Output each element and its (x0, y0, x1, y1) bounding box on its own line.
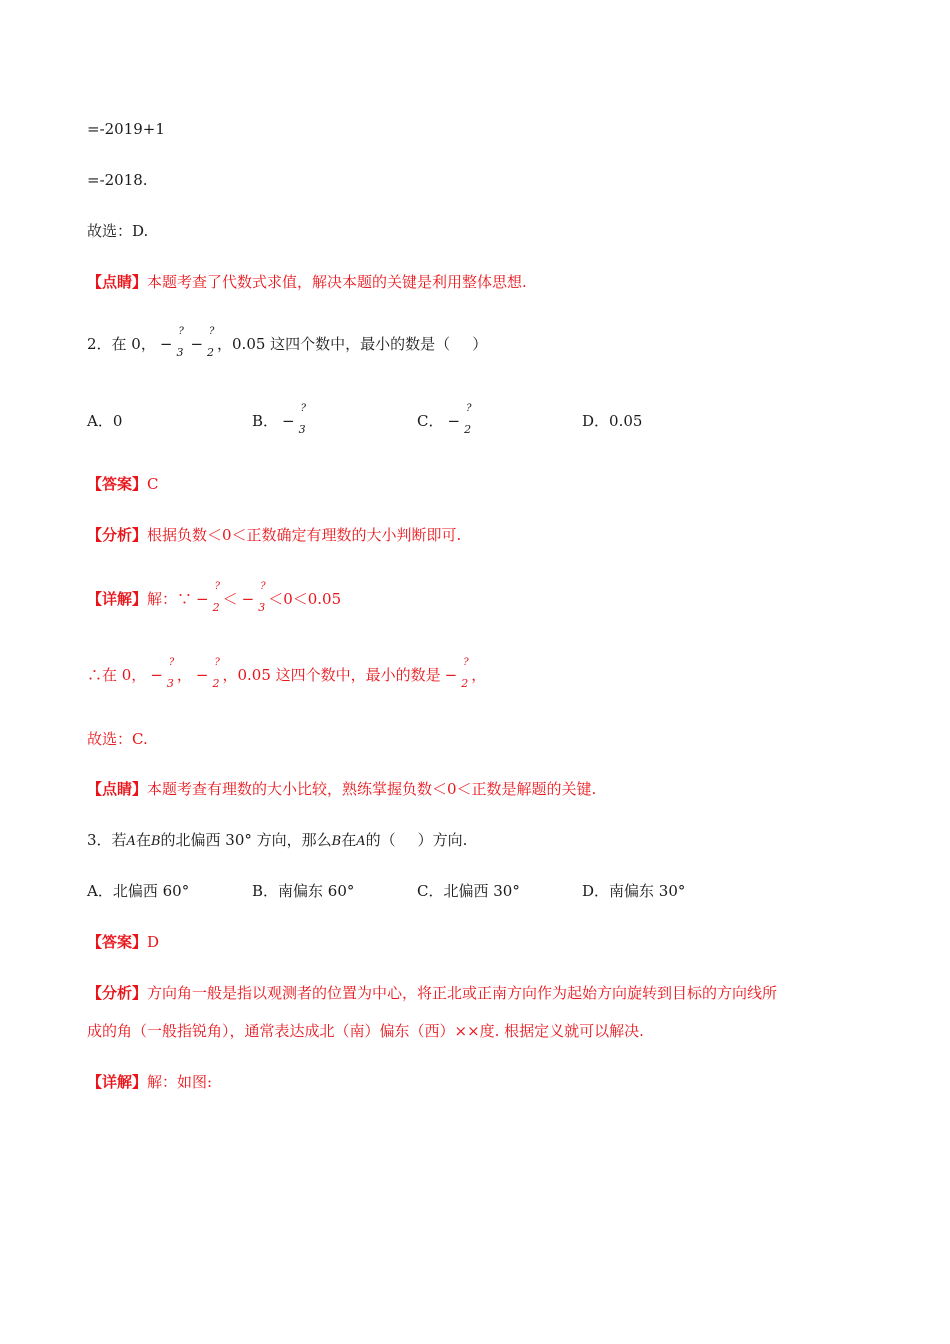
answer-2 (87, 474, 159, 494)
answer-3 (87, 932, 159, 952)
q2-option-a: A．0 (87, 412, 123, 430)
frac-num: ? (300, 403, 306, 414)
point-a: A (356, 834, 366, 849)
line-select-1: 故选：D. (87, 222, 149, 240)
frac-den: 2 (464, 423, 472, 436)
q2-prefix: 2．在 0， (87, 335, 156, 353)
frac-num: ? (209, 326, 215, 337)
frac-num: ? (214, 657, 220, 668)
question-3 (87, 830, 467, 852)
minus-sign: − (241, 590, 255, 608)
fraction-neg-3 (163, 657, 177, 690)
analysis-3-line-2: 成的角（一般指锐角），通常表达成北（南）偏东（西）××度. 根据定义就可以解决. (87, 1022, 644, 1040)
q2-option-d: D．0.05 (582, 412, 643, 430)
frac-den: 2 (212, 677, 220, 690)
point-a: A (126, 834, 136, 849)
detail-text: 解：如图: (147, 1073, 213, 1091)
minus-sign: − (447, 412, 461, 430)
analysis-text: 根据负数＜0＜正数确定有理数的大小判断即可. (147, 526, 462, 544)
detail-tag: 【详解】 (87, 590, 148, 608)
therefore-2 (87, 657, 487, 690)
analysis-tag: 【分析】 (87, 526, 148, 544)
fraction-neg-2 (460, 403, 474, 436)
fraction-neg-2 (209, 581, 223, 614)
q2-option-b (252, 403, 309, 436)
detail-text-2: ＜0＜0.05 (268, 590, 342, 608)
opt-label: C． (417, 412, 444, 430)
minus-sign: − (444, 666, 458, 684)
q3-option-a: A．北偏西 60° (87, 882, 190, 900)
therefore-end: ， (471, 666, 487, 684)
select-2: 故选：C. (87, 730, 148, 748)
minus-sign: − (196, 590, 209, 608)
frac-den: 3 (258, 601, 266, 614)
opt-label: B． (252, 412, 279, 430)
minus-sign: − (195, 666, 209, 684)
minus-sign: − (282, 412, 295, 430)
comment-1 (87, 272, 527, 292)
frac-num: ? (168, 657, 175, 668)
q3-part: 的（ (365, 831, 396, 849)
analysis-tag: 【分析】 (87, 984, 148, 1002)
q2-suffix: ，0.05 这四个数中，最小的数是（ (217, 335, 451, 353)
frac-num: ? (214, 581, 220, 592)
fraction-neg-2 (203, 326, 217, 359)
detail-2 (87, 581, 342, 614)
fraction-neg-3 (172, 326, 186, 359)
comment-text: 本题考查了代数式求值，解决本题的关键是利用整体思想. (147, 273, 527, 291)
q3-option-c: C．北偏西 30° (417, 882, 520, 900)
analysis-text: 方向角一般是指以观测者的位置为中心，将正北或正南方向作为起始方向旋转到目标的方向线所 (147, 984, 778, 1002)
frac-num: ? (178, 326, 184, 337)
frac-num: ? (260, 581, 266, 592)
point-b: B (331, 834, 342, 849)
comment-tag: 【点睛】 (87, 780, 148, 798)
q2-option-c (417, 403, 474, 436)
frac-den: 3 (176, 346, 184, 359)
frac-num: ? (463, 657, 469, 668)
frac-den: 3 (166, 677, 174, 690)
line-step-2: =-2018. (87, 171, 148, 189)
detail-tag: 【详解】 (87, 1073, 148, 1091)
frac-den: 3 (298, 423, 306, 436)
point-b: B (150, 834, 161, 849)
minus-sign: − (159, 335, 173, 353)
question-2 (87, 326, 488, 359)
frac-den: 2 (207, 346, 215, 359)
comment-2 (87, 779, 596, 799)
frac-den: 2 (461, 677, 469, 690)
comment-tag: 【点睛】 (87, 273, 148, 291)
fraction-neg-2 (457, 657, 471, 690)
sep: ， (176, 666, 192, 684)
q3-part: 在 (135, 831, 151, 849)
therefore-prefix: ∴在 0， (87, 666, 147, 684)
analysis-2 (87, 525, 461, 545)
answer-value: C (147, 475, 159, 493)
answer-tag: 【答案】 (87, 475, 148, 493)
q3-option-b: B．南偏东 60° (252, 882, 355, 900)
comment-text: 本题考查有理数的大小比较，熟练掌握负数＜0＜正数是解题的关键. (147, 780, 597, 798)
line-step-1: =-2019+1 (87, 120, 165, 138)
therefore-mid: ，0.05 这四个数中，最小的数是 (222, 666, 441, 684)
answer-value: D (147, 933, 160, 951)
q3-part: 在 (341, 831, 357, 849)
detail-text: 解：∵ (147, 590, 193, 608)
fraction-neg-2 (208, 657, 222, 690)
q2-close: ） (472, 335, 488, 353)
q3-part: 的北偏西 30° 方向，那么 (160, 831, 332, 849)
answer-tag: 【答案】 (87, 933, 148, 951)
frac-num: ? (466, 403, 472, 414)
analysis-3-line-1 (87, 983, 777, 1003)
q3-option-d: D．南偏东 30° (582, 882, 686, 900)
q3-part: 3．若 (87, 831, 127, 849)
fraction-neg-3 (295, 403, 309, 436)
q3-part: ）方向. (417, 831, 468, 849)
detail-3 (87, 1072, 212, 1092)
frac-den: 2 (212, 601, 220, 614)
minus-sign: − (150, 666, 163, 684)
minus-sign: − (190, 335, 204, 353)
fraction-neg-3 (254, 581, 268, 614)
less-than: ＜ (222, 590, 238, 608)
